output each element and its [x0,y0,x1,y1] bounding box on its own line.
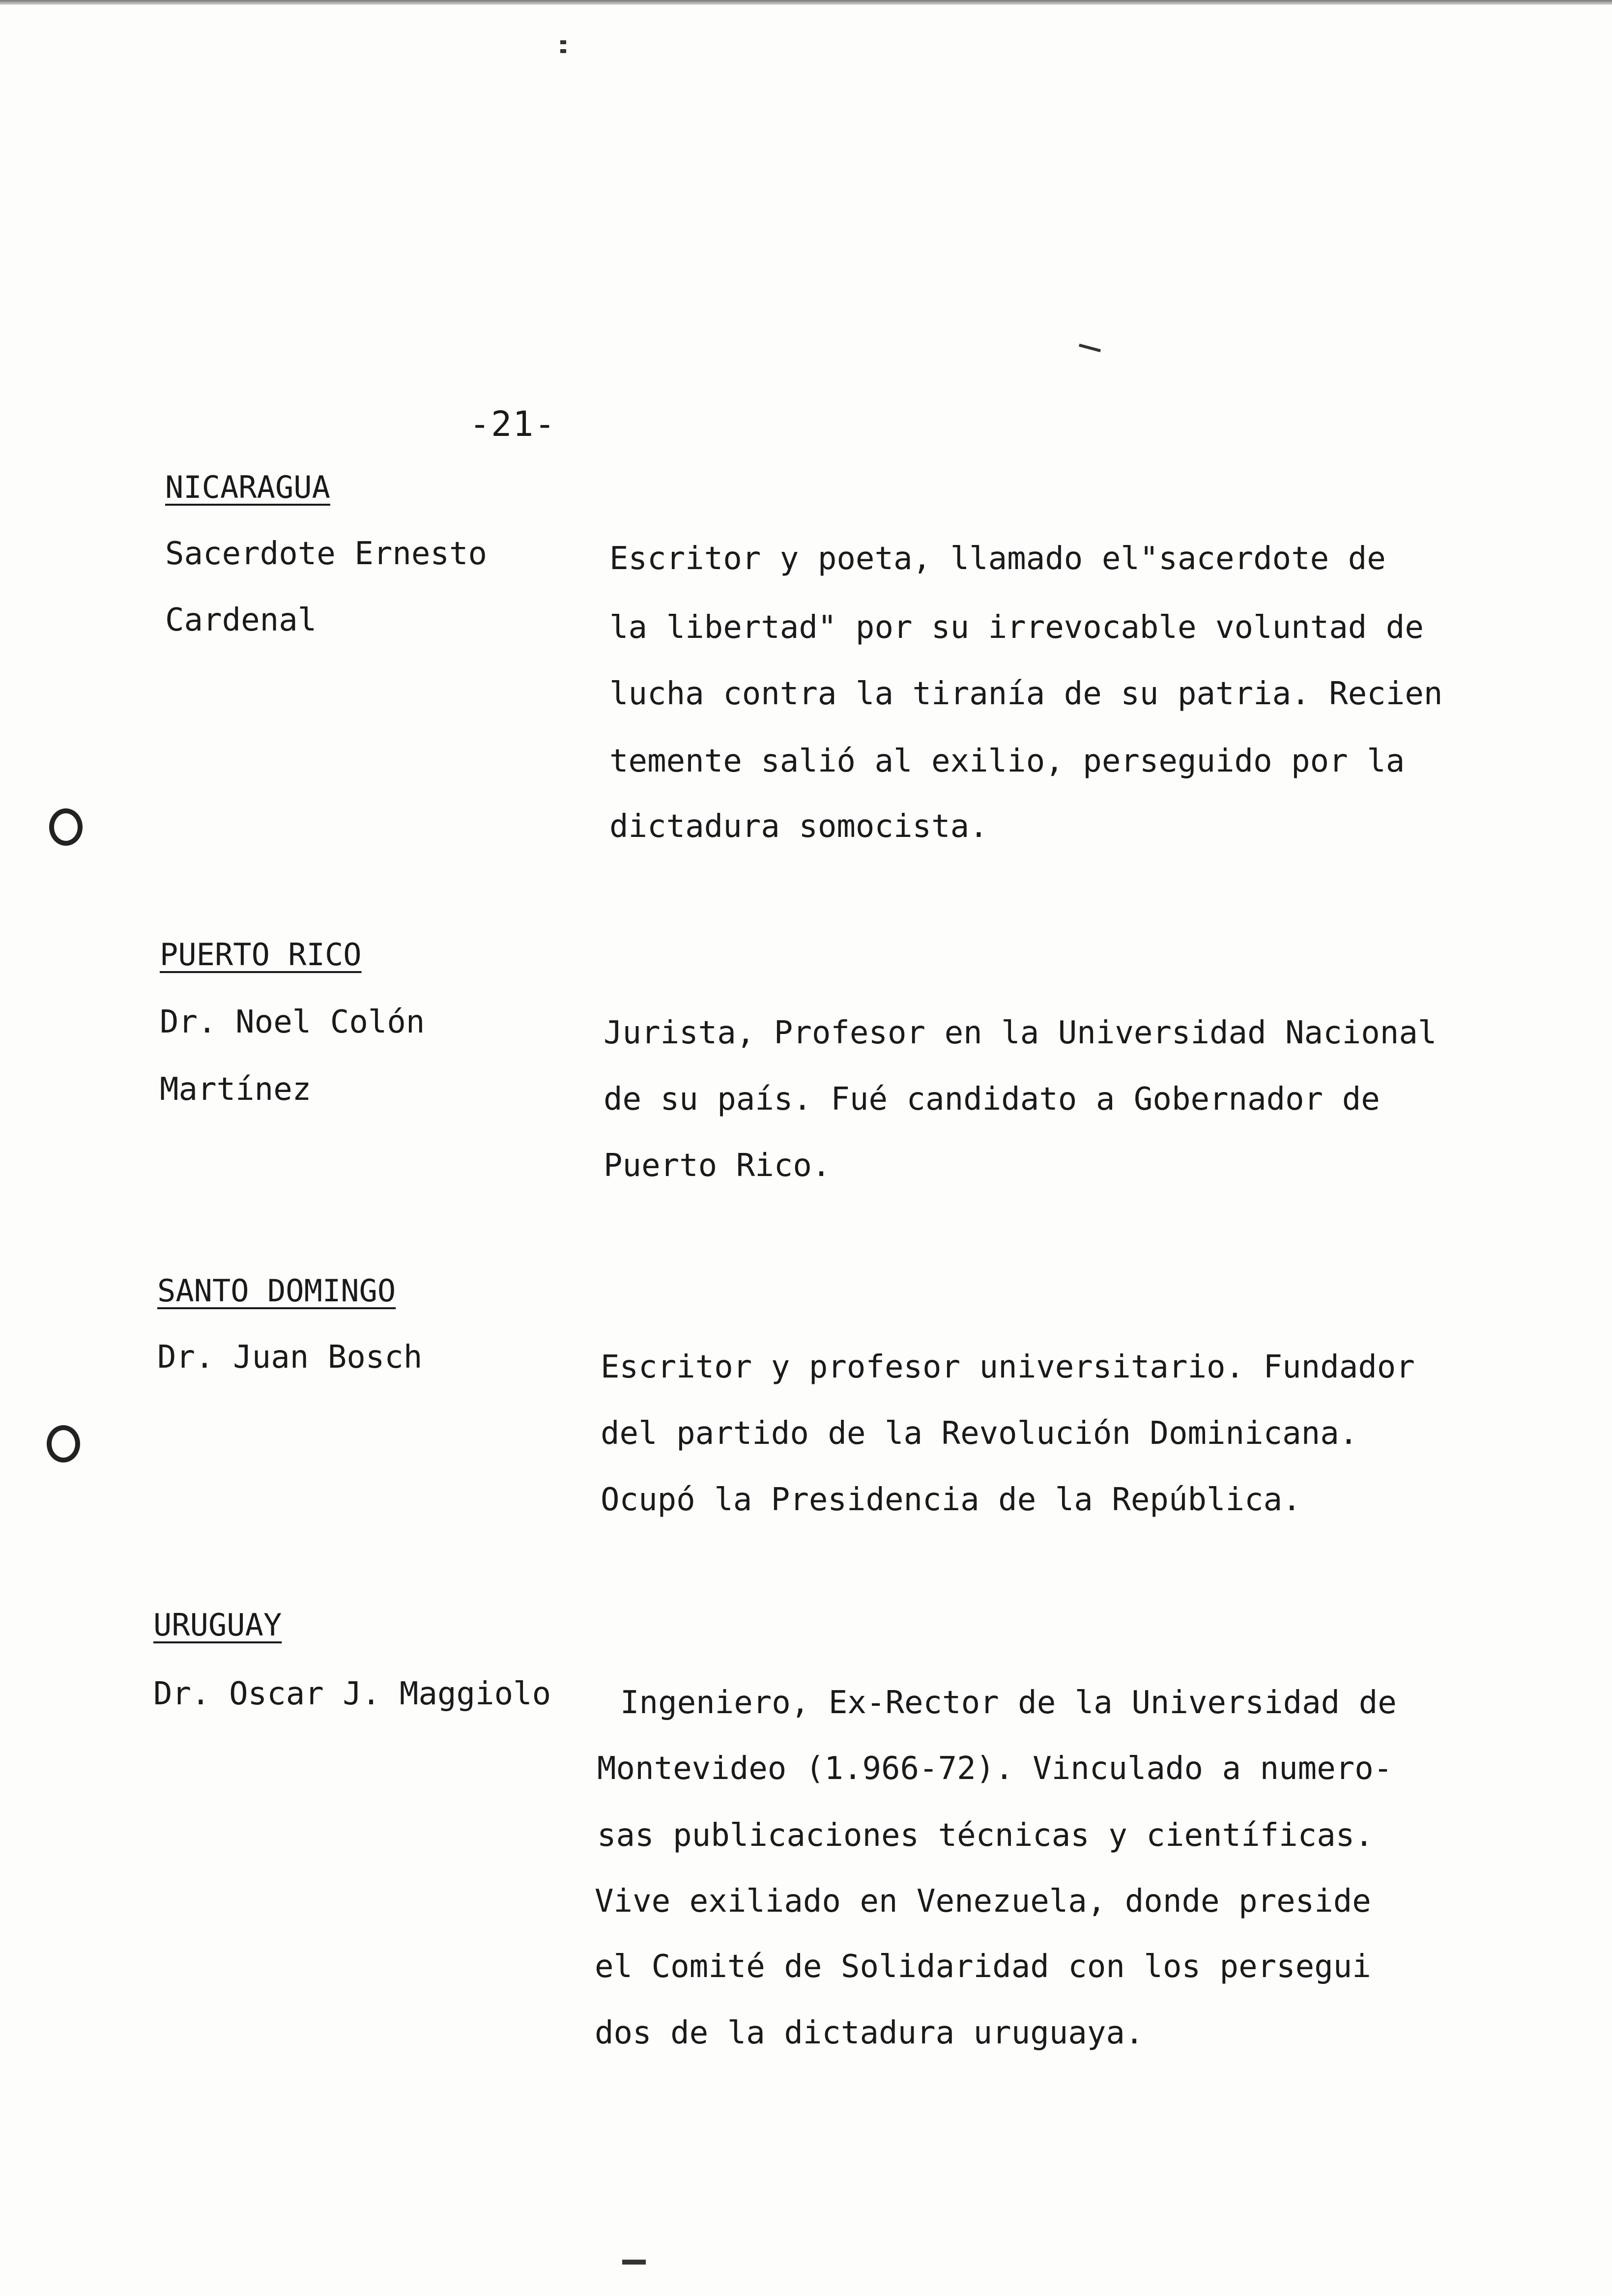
description-line: dos de la dictadura uruguaya. [595,2015,1144,2051]
person-name-line: Sacerdote Ernesto [165,536,488,572]
scan-speck [560,40,566,44]
description-line: temente salió al exilio, perseguido por la [609,743,1405,779]
description-line: sas publicaciones técnicas y científicas. [597,1817,1374,1854]
scan-speck [1079,344,1101,352]
description-line: del partido de la Revolución Dominicana. [601,1415,1358,1452]
section-heading-uruguay: URUGUAY [153,1607,282,1643]
description-line: lucha contra la tiranía de su patria. Recien [609,676,1443,712]
person-name-line: Martínez [160,1071,312,1108]
section-heading-nicaragua: NICARAGUA [165,469,330,505]
description-line: la libertad" por su irrevocable voluntad de [609,609,1424,646]
person-name-line: Dr. Juan Bosch [157,1339,423,1376]
page-number: -21- [469,404,556,444]
description-line: dictadura somocista. [609,808,988,845]
scan-speck [622,2260,646,2265]
section-heading-puerto-rico: PUERTO RICO [160,937,362,973]
description-line: Jurista, Profesor en la Universidad Nacional [604,1015,1437,1051]
scan-top-edge [0,0,1612,5]
description-line: Escritor y profesor universitario. Fundador [601,1349,1415,1385]
person-name-line: Dr. Oscar J. Maggiolo [153,1676,551,1712]
punch-hole-mark [49,808,83,846]
description-line: Vive exiliado en Venezuela, donde preside [595,1883,1371,1920]
scan-speck [560,49,566,53]
punch-hole-mark [47,1425,80,1463]
description-line: Puerto Rico. [604,1148,831,1184]
description-line: de su país. Fué candidato a Gobernador de [604,1081,1380,1118]
description-line: Montevideo (1.966-72). Vinculado a numero- [597,1751,1393,1787]
person-name-line: Dr. Noel Colón [160,1004,425,1040]
description-line: el Comité de Solidaridad con los persegui [595,1949,1371,1985]
description-line: Escritor y poeta, llamado el"sacerdote de [609,541,1386,577]
description-line: Ocupó la Presidencia de la República. [601,1482,1301,1518]
description-line: Ingeniero, Ex-Rector de la Universidad de [620,1685,1397,1721]
section-heading-santo-domingo: SANTO DOMINGO [157,1273,396,1309]
person-name-line: Cardenal [165,602,317,638]
